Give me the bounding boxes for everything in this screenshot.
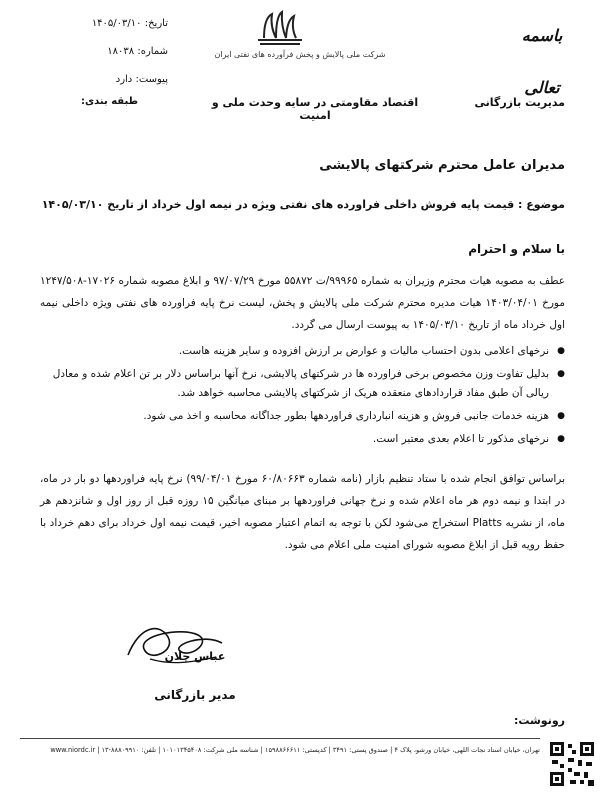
letter-meta [28,10,168,94]
list-item: ● نرخهای اعلامی بدون احتساب مالیات و عوارض بر ارزش افزوده و سایر هزینه هاست. [40,342,565,361]
date-value: ۱۴۰۵/۰۳/۱۰ [91,18,142,29]
attachment-row [28,66,168,94]
attachment-label: پیوست: [135,74,168,85]
body-paragraph-2: براساس توافق انجام شده با ستاد تنظیم بازار (نامه شماره ۶۰/۸۰۶۶۳ مورخ ۹۹/۰۴/۰۱) نرخ پایه فراوردهها دو بار در ماه، در ابتدا و نیمه دوم هر ماه اعلام شده و نرخ جهانی فراوردهها بر مبنای میانگین ۱۵ روزه قبل از روز اول و شانزدهم هر ماه، از نشریه Platts استخراج می‌شود لکن با توجه به اتمام اعتبار مصوبه اخیر، قیمت نیمه اول خرداد برای دهم خرداد با حفظ رویه قبل از ابلاغ مصوبه شورای امنیت ملی اعلام می شود. [40,473,566,551]
date-label: تاریخ: [144,18,168,29]
list-item: ● بدلیل تفاوت وزن مخصوص برخی فراورده ها در شرکتهای پالایشی، نرخ آنها براساس دلار بر تن اعلام شده و معادل ریالی آن طبق مفاد قراردادهای منعقده هریک از شرکتهای پالایشی محاسبه خواهد شد. [40,365,565,403]
subject-line: موضوع : قیمت پایه فروش داخلی فراورده های نفتی ویژه در نیمه اول خرداد از تاریخ ۱۴۰۵/۰۳/۱۰ [41,198,565,211]
list-item: ● نرخهای مذکور تا اعلام بعدی معتبر است. [40,430,565,449]
calligraphy-heading: باسمه تعالی [521,26,563,97]
footer-address: تهران، خیابان استاد نجات اللهی، خیابان ورشو، پلاک ۴ | صندوق پستی: ۳۴۹۱ | کدپستی: ۱۵۹۸۸۶۶۶۱۱ | شناسه ملی شرکت: ۱۰۱۰۱۳۴۵۴۰۸ | تلفن: ۸۸۸۰۹۹۱۰-۱۳ | www.niordc.ir [50,746,540,754]
cc-label: رونوشت: [513,714,565,727]
notes-list [40,342,565,453]
attachment-value: دارد [115,74,133,85]
recipient: مدیران عامل محترم شرکتهای پالایشی [319,158,565,173]
number-row [28,38,168,66]
signer-title: مدیر بازرگانی [154,688,236,702]
number-label: شماره: [137,46,168,57]
signer-name: عباس چلان [164,650,226,663]
slogan: اقتصاد مقاومتی در سایه وحدت ملی و امنیت [211,96,419,122]
date-row [28,10,168,38]
body-paragraph-1: عطف به مصوبه هیات محترم وزیران به شماره ۹۹۹۶۵/ت ۵۵۸۷۲ مورخ ۹۷/۰۷/۲۹ و ابلاغ مصوبه شماره ۱۷۰۲۶-۱۲۴۷/۵۰۸ مورخ ۱۴۰۳/۰۴/۰۱ هیات مدیره محترم شرکت ملی پالایش و پخش، لیست نرخ پایه فراورده های نفتی ویژه داخلی نیمه اول خرداد ماه از تاریخ ۱۴۰۵/۰۳/۱۰ به پیوست ارسال می گردد. [40,275,565,331]
department-label: مدیریت بازرگانی [474,96,565,109]
list-item: ● هزینه خدمات جانبی فروش و هزینه انبارداری فراوردهها بطور جداگانه محاسبه و اخذ می شود. [40,407,565,426]
footer-divider [20,738,540,739]
number-value: ۱۸۰۳۸ [107,46,135,57]
company-name: شرکت ملی پالایش و پخش فرآورده های نفتی ایران [214,50,386,59]
classification-label: طبقه بندی: [80,96,138,107]
greeting: با سلام و احترام [468,242,565,256]
handwritten-signature-icon [120,615,230,675]
company-logo-icon [250,8,310,48]
qr-code-icon [548,740,596,788]
